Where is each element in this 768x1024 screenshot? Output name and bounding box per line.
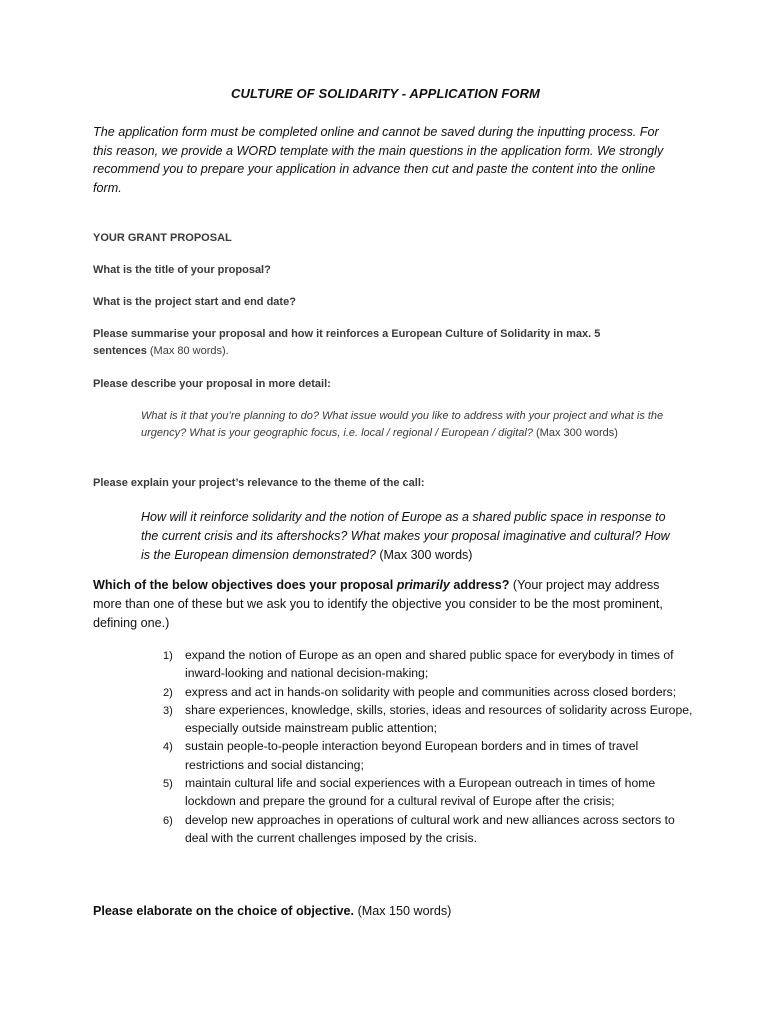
question-detail: Please describe your proposal in more detail:: [93, 378, 331, 390]
question-summary-text: Please summarise your proposal and how it reinforces a European Culture of Solidarity in max. 5 sentences: [93, 328, 601, 357]
form-title: CULTURE OF SOLIDARITY - APPLICATION FORM: [230, 86, 540, 101]
objective-number: 6): [163, 814, 173, 827]
section-heading: YOUR GRANT PROPOSAL: [93, 232, 232, 244]
question-elaborate-limit: (Max 150 words): [357, 904, 452, 918]
question-dates: What is the project start and end date?: [93, 296, 296, 308]
objective-number: 2): [163, 686, 173, 699]
objective-text: sustain people-to-people interaction beyond European borders and in times of travel restrictions and social distancing;: [185, 739, 639, 772]
objectives-list: [93, 646, 693, 847]
question-objective-emphasis: primarily: [396, 578, 450, 592]
objective-text: develop new approaches in operations of cultural work and new alliances across sectors to deal with the current challenges imposed by the crisis.: [185, 812, 675, 845]
objective-item: [93, 737, 693, 774]
question-relevance-prompt: [141, 508, 671, 565]
objective-text: share experiences, knowledge, skills, stories, ideas and resources of solidarity across Europe, especially outside mainstream public attention;: [185, 702, 693, 736]
question-objective-note: (Your project may address more than one of these but we ask you to identify the objective you consider to be the most prominent, defining one.): [93, 578, 663, 630]
question-relevance-prompt-text: How will it reinforce solidarity and the notion of Europe as a shared public space in response to the current crisis and its aftershocks? What makes your proposal imaginative and cultural? How is the European dimension demonstrated?: [141, 510, 670, 562]
question-elaborate: [93, 902, 678, 921]
objective-text: maintain cultural life and social experiences with a European outreach in times of home lockdown and prepare the ground for a cultural revival of Europe after the crisis;: [185, 776, 656, 809]
question-title: What is the title of your proposal?: [93, 264, 271, 276]
question-relevance: Please explain your project’s relevance to the theme of the call:: [93, 477, 425, 489]
objective-text: express and act in hands-on solidarity with people and communities across closed borders;: [185, 684, 677, 699]
question-detail-limit: (Max 300 words): [536, 427, 618, 439]
objective-item: [93, 811, 693, 848]
question-summary-limit: (Max 80 words).: [149, 345, 229, 357]
intro-paragraph: The application form must be completed online and cannot be saved during the inputting process. For this reason, we provide a WORD template with the main questions in the application form. We strongly recommend you to prepare your application in advance then cut and paste the content into the online form.: [93, 125, 664, 195]
question-relevance-limit: (Max 300 words): [379, 548, 473, 562]
objective-number: 3): [163, 704, 173, 717]
objective-item: [93, 774, 693, 811]
question-detail-prompt-text: What is it that you’re planning to do? What issue would you like to address with your project and what is the urgency? What is your geographic focus, i.e. local / regional / European / digital?: [141, 410, 664, 439]
objective-item: [93, 646, 693, 683]
question-objective-pre: Which of the below objectives does your proposal: [93, 578, 397, 592]
objective-number: 5): [163, 778, 173, 791]
objective-item: [93, 701, 693, 738]
question-summary: [93, 326, 653, 360]
question-detail-prompt: [141, 408, 681, 442]
question-objective-post: address?: [449, 578, 510, 592]
objective-number: 4): [163, 741, 173, 754]
objective-number: 1): [163, 650, 173, 662]
objective-text: expand the notion of Europe as an open and shared public space for everybody in times of inward-looking and national decision-making;: [185, 648, 674, 681]
question-objective: [93, 576, 668, 633]
objective-item: [93, 683, 693, 701]
question-elaborate-text: Please elaborate on the choice of objective.: [93, 904, 355, 918]
